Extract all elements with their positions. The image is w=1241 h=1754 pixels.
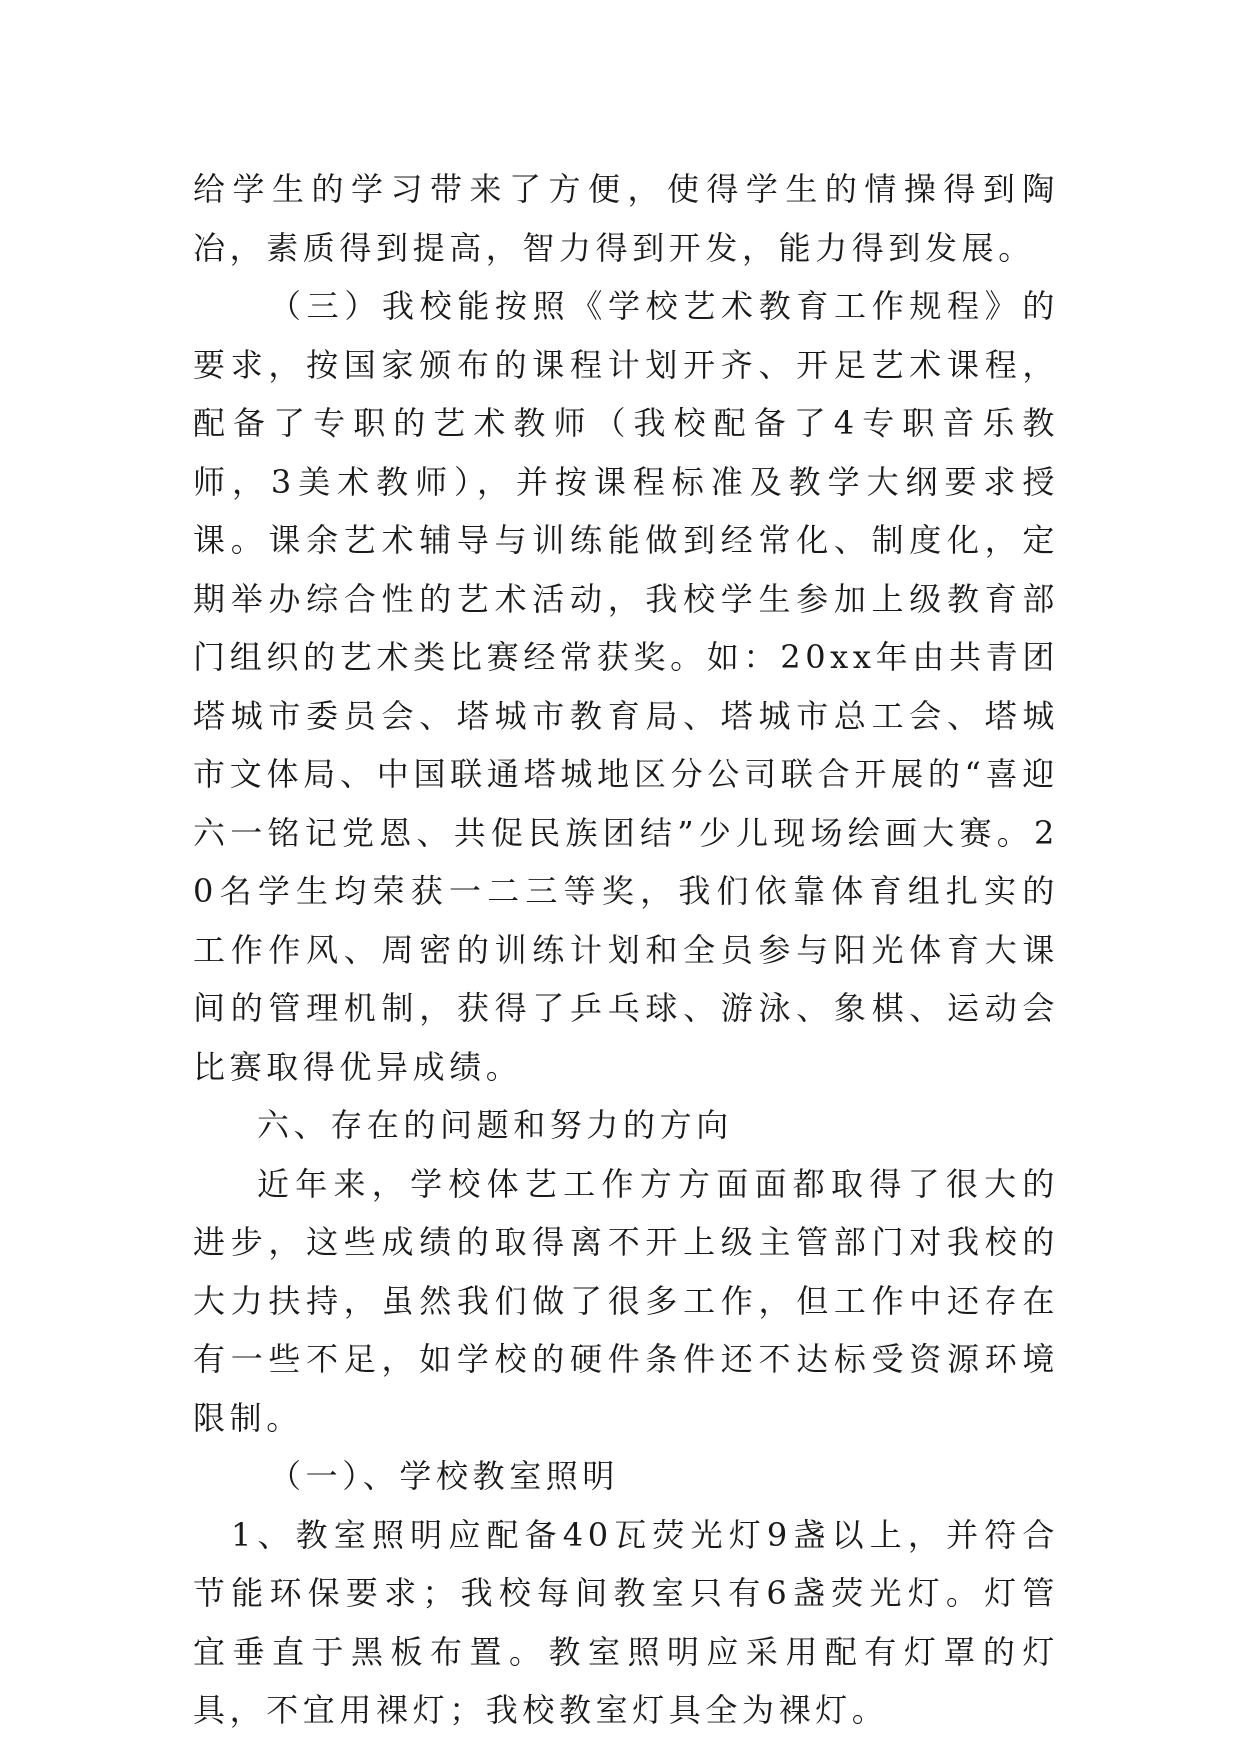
paragraph-art-education: （三）我校能按照《学校艺术教育工作规程》的要求，按国家颁布的课程计划开齐、开足艺术课程，配备了专职的艺术教师（我校配备了4专职音乐教师，3美术教师），并按课程标准及教学大纲要求授课。课余艺术辅导与训练能做到经常化、制度化，定期举办综合性的艺术活动，我校学生参加上级教育部门组织的艺术类比赛经常获奖。如：20xx年由共青团塔城市委员会、塔城市教育局、塔城市总工会、塔城市文体局、中国联通塔城地区分公司联合开展的“喜迎六一铭记党恩、共促民族团结”少儿现场绘画大赛。20名学生均荣获一二三等奖，我们依靠体育组扎实的工作作风、周密的训练计划和全员参与阳光体育大课间的管理机制，获得了乒乓球、游泳、象棋、运动会比赛取得优异成绩。 (193, 287, 1059, 1086)
document-body (193, 160, 1059, 1740)
paragraph-continuation: 给学生的学习带来了方便，使得学生的情操得到陶冶，素质得到提高，智力得到开发，能力得到发展。 (193, 170, 1059, 267)
subsection-heading-lighting: （一）、学校教室照明 (269, 1457, 620, 1495)
paragraph-progress: 近年来，学校体艺工作方方面面都取得了很大的进步，这些成绩的取得离不开上级主管部门对我校的大力扶持，虽然我们做了很多工作，但工作中还存在有一些不足，如学校的硬件条件还不达标受资源环境限制。 (193, 1164, 1059, 1437)
paragraph-lighting-details: 1、教室照明应配备40瓦荧光灯9盏以上，并符合节能环保要求；我校每间教室只有6盏荧光灯。灯管宜垂直于黑板布置。教室照明应采用配有灯罩的灯具，不宜用裸灯；我校教室灯具全为裸灯。 (193, 1515, 1059, 1729)
section-heading-problems: 六、存在的问题和努力的方向 (257, 1106, 733, 1144)
